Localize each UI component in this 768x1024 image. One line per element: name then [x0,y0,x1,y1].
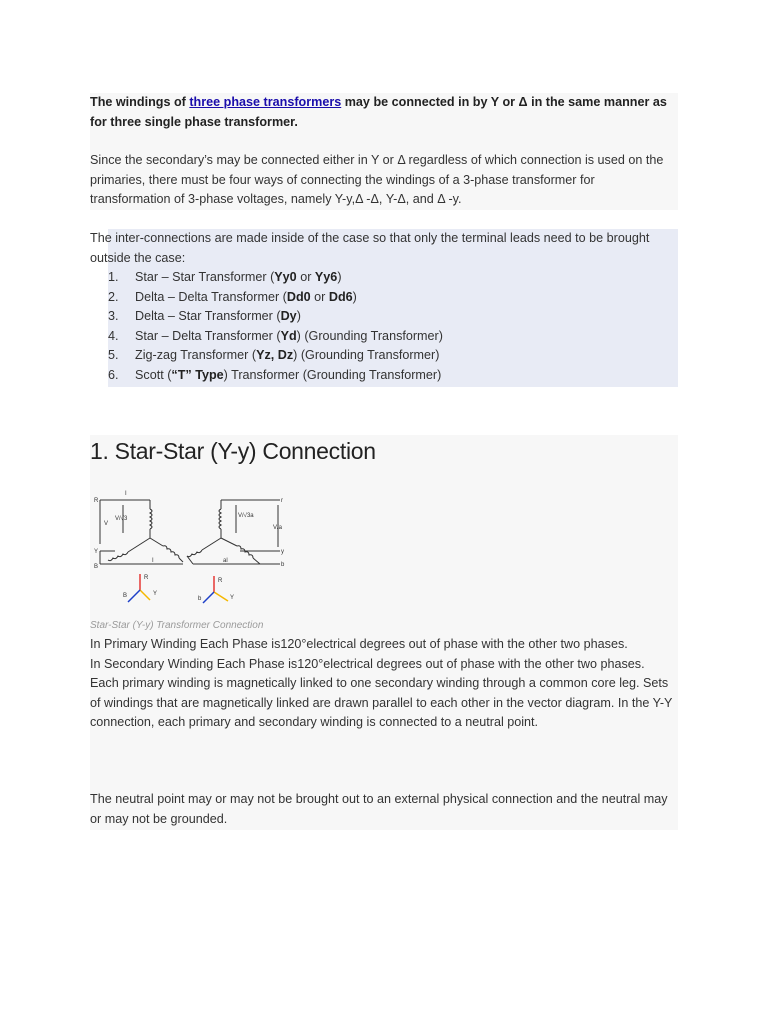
intro-block [90,93,678,210]
secondary-coil-b [237,546,253,558]
list-text: Star – Star Transformer ( [135,270,275,284]
label-y: Y [94,549,99,555]
vec1-label-y: Y [153,591,158,597]
label-r: R [94,498,99,504]
vec2-label-r: R [218,578,223,584]
desc-secondary: In Secondary Winding Each Phase is120°electrical degrees out of phase with the other two phases. [90,656,645,671]
phasor-y [140,590,150,600]
intro-paragraph: Since the secondary’s may be connected either in Y or Δ regardless of which connection is used on the primaries, there must be four ways of connecting the windings of a 3-phase transformer for transformation of 3-phase voltages, namely Y-y,Δ -Δ, Y-Δ, and Δ -y. [90,153,664,207]
list-code: Yd [280,328,297,343]
intro-bold-prefix: The windings of [90,95,190,109]
label-i-top: I [125,491,127,497]
list-code: “T” Type [171,367,224,382]
secondary-coil-y [187,550,202,557]
desc-primary: In Primary Winding Each Phase is120°electrical degrees out of phase with the other two phases. [90,637,628,651]
list-code: Yy6 [314,270,338,284]
list-item [108,346,443,366]
list-text: ) [337,270,342,284]
phasor-b [128,590,140,602]
desc-linkage: Each primary winding is magnetically linked to one secondary winding through a common core leg. Sets of windings that are magnetically linked are drawn parallel to each other in the vector diagram. In the Y-Y connection, each primary and secondary winding is connected to a neutral point. [90,676,673,730]
list-code: Dd0 [286,289,311,304]
list-text: ) (Grounding Transformer) [293,348,440,363]
diagram-caption: Star-Star (Y-y) Transformer Connection [90,620,264,631]
list-number: 5. [108,348,119,363]
list-number: 4. [108,328,119,343]
list-text: Scott ( [135,367,172,382]
list-item [108,366,443,386]
list-code: Yy0 [274,270,297,284]
label-v-a: V/a [273,525,283,531]
list-text: Delta – Delta Transformer ( [135,289,287,304]
label-y-small: y [281,549,284,555]
label-al: al [223,558,228,564]
list-code: Dd6 [328,289,353,304]
list-text: or [296,270,315,284]
star-star-section [90,435,678,830]
list-item [108,268,443,288]
list-number: 3. [108,309,119,324]
list-text: Zig-zag Transformer ( [135,348,257,363]
list-code: Dy [280,309,297,324]
list-number: 6. [108,367,119,382]
label-r-small: r [281,498,283,504]
vec1-label-b: B [123,593,128,599]
phasor-b [203,592,214,603]
intro-bold-suffix: may be connected in by Y or Δ in the same manner as for three single phase transformer. [90,95,667,129]
secondary-coil-r [219,509,221,529]
list-number: 1. [108,270,119,284]
list-item [108,307,443,327]
list-number: 2. [108,289,119,304]
list-item [108,288,443,308]
label-b-small: b [281,562,285,568]
vec2-label-y: Y [230,595,235,601]
vec1-label-r: R [144,575,149,581]
primary-coil-b [163,546,179,558]
list-text: ) Transformer (Grounding Transformer) [223,367,442,382]
primary-coil-r [150,509,152,529]
intro-bold-line [90,93,678,132]
list-text: or [310,289,329,304]
label-v: V [104,521,109,527]
transformer-types-list [108,268,443,386]
label-i-bottom: I [152,558,154,564]
three-phase-transformers-link[interactable]: three phase transformers [189,95,342,109]
star-star-connection-diagram [90,487,290,612]
list-text: ) (Grounding Transformer) [296,328,443,343]
section-heading: 1. Star-Star (Y-y) Connection [90,438,376,464]
list-text: ) [352,289,357,304]
list-text: Delta – Star Transformer ( [135,309,281,324]
list-code: Yz, Dz [256,348,294,363]
label-v-root3: V/√3 [115,516,128,522]
neutral-paragraph: The neutral point may or may not be brought out to an external physical connection and the neutral may or may not be grounded. [90,792,668,826]
primary-coil-y [108,552,128,561]
interconnections-block [90,229,678,387]
list-item [108,327,443,347]
phasor-y [214,592,228,601]
label-b: B [94,564,99,570]
list-text: Star – Delta Transformer ( [135,328,281,343]
label-v-root3a: V/√3a [238,513,254,519]
interconnections-lead: The inter-connections are made inside of the case so that only the terminal leads need to be brought outside the case: [90,231,650,265]
vec2-label-b: b [198,596,202,602]
list-text: ) [296,309,301,324]
section-description [90,635,680,733]
secondary-phasor-diagram [203,576,228,603]
